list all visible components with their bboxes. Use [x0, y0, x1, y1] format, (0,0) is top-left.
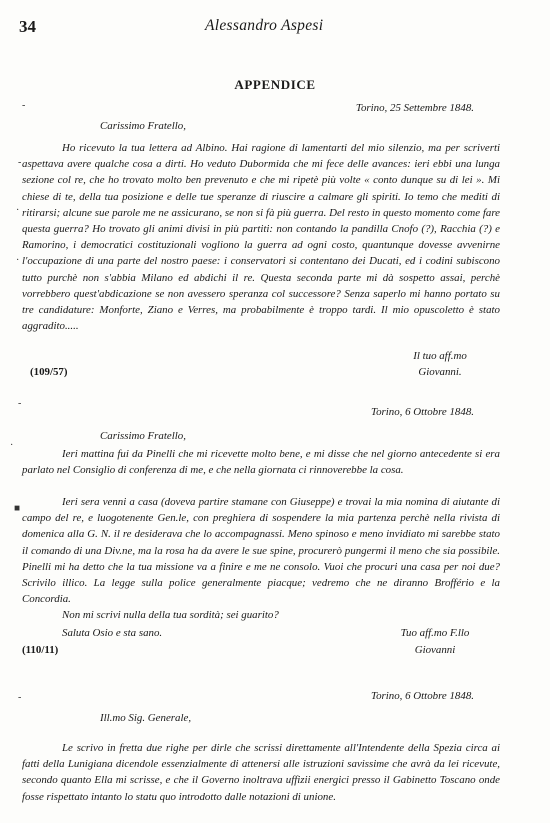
letter-1-closing: Il tuo aff.mo: [413, 350, 467, 362]
letter-2-date: Torino, 6 Ottobre 1848.: [371, 406, 474, 418]
scan-mark: ·: [10, 440, 14, 451]
section-heading: APPENDICE: [234, 77, 316, 92]
running-title: Alessandro Aspesi: [205, 17, 324, 34]
letter-1-body: Ho ricevuto la tua lettera ad Albino. Hai ragione di lamentarti del mio silenzio, ma per scriverti aspettava avere qualche cosa a dirti. Ho veduto Dubormida che mi fece delle avances: ieri ebbi una lunga sezione col re, che ho trovato molto ben prevenuto e che mi ripetè più volte « conto dunque su di lei ». Mi chiese di te, della tua posizione e delle tue speranze di riuscire a calmare gli spiriti. Io temo che mediti di ritirarsi; alcune sue parole me ne assicurano, se non si fà più guerra. Del resto in questo momento come fare questa guerra? Ho trovato gli animi divisi in più partiti: non contando la pandilla Cnofo (?), Racchia (?) e Ramorino, i democratici costituzionali vogliono la guerra ad ogni costo, quantunque dovesse avvenirne l'occupazione di una parte del nostro paese: i conservatori si contentano dei Ducati, ed i codini subiscono tutto purchè non s'abbia Milano ed abdichi il re. Questa seconda parte mi dà sospetto assai, perchè vorrebbero quest'abdicazione se non avessero speranza col successore? Senza saperlo mi hanno portato su tre candidature: Monforte, Ziano e Verres, ma probabilmente è troppo tardi. Il mio opuscoletto è stato aggradito.....: [22, 142, 500, 333]
letter-2-postscript: Saluta Osio e sta sano.: [62, 627, 163, 639]
page-number: 34: [19, 17, 36, 36]
letter-3-date: Torino, 6 Ottobre 1848.: [371, 690, 474, 702]
letter-2-paragraph-1: Ieri mattina fui da Pinelli che mi ricevette molto bene, e mi disse che nel giorno antecedente si era parlato nel Consiglio di conferenza di me, e che nella giornata ci rinnoverebbe la cosa.: [22, 448, 500, 477]
letter-2-paragraph-3: Non mi scrivi nulla della tua sordità; sei guarito?: [62, 609, 279, 621]
letter-1-reference: (109/57): [30, 366, 68, 378]
letter-2-signature: Giovanni: [414, 644, 456, 656]
scan-mark: -: [22, 100, 26, 111]
letter-1-date: Torino, 25 Settembre 1848.: [355, 102, 474, 114]
letter-1-signature: Giovanni.: [418, 366, 462, 378]
letter-3-salutation: Ill.mo Sig. Generale,: [100, 712, 192, 724]
scan-mark: ■: [14, 503, 21, 514]
scan-mark: -: [18, 692, 22, 703]
scan-mark: ·: [16, 255, 20, 266]
scan-mark: -: [18, 398, 22, 409]
letter-2-closing: Tuo aff.mo F.llo: [400, 627, 470, 639]
letter-2-reference: (110/11): [22, 644, 59, 656]
letter-2-paragraph-2: Ieri sera venni a casa (doveva partire stamane con Giuseppe) e trovai la mia nomina di aiutante di campo del re, e luogotenente Gen.le, con preghiera di sospendere la mia partenza perchè nella rivista di domenica alla G. N. il re desiderava che lo accompagnassi. Meno spinoso e meno invidiato mi sarebbe stato il comando di una Div.ne, ma la rosa ha da avere le sue spine, procurerò pungermi il meno che sia possibile. Pinelli mi ha detto che la tua missione va a finire e me ne consolo. Vuoi che procuri una casa per noi due? Scrivilo illico. La legge sulla police generalmente piacque; vedremo che ne diranno Broffério e la Concordia.: [22, 496, 500, 606]
letter-2-salutation: Carissimo Fratello,: [100, 430, 186, 442]
letter-3-body: Le scrivo in fretta due righe per dirle che scrissi direttamente all'Intendente della Spezia circa ai fatti della Lunigiana dicendole essenzialmente di attenersi alle istruzioni savissime che avrà da lei ricevute, secondo quanto Ella mi scrisse, e che il Governo inoltrava uffizii energici presso il Gabinetto Toscano onde fosse rispettato intanto lo statu quo introdotto dalle notazioni di unione.: [22, 742, 500, 803]
scan-mark: -: [18, 157, 22, 168]
letter-1-salutation: Carissimo Fratello,: [100, 120, 186, 132]
scan-mark: ·: [16, 205, 20, 216]
